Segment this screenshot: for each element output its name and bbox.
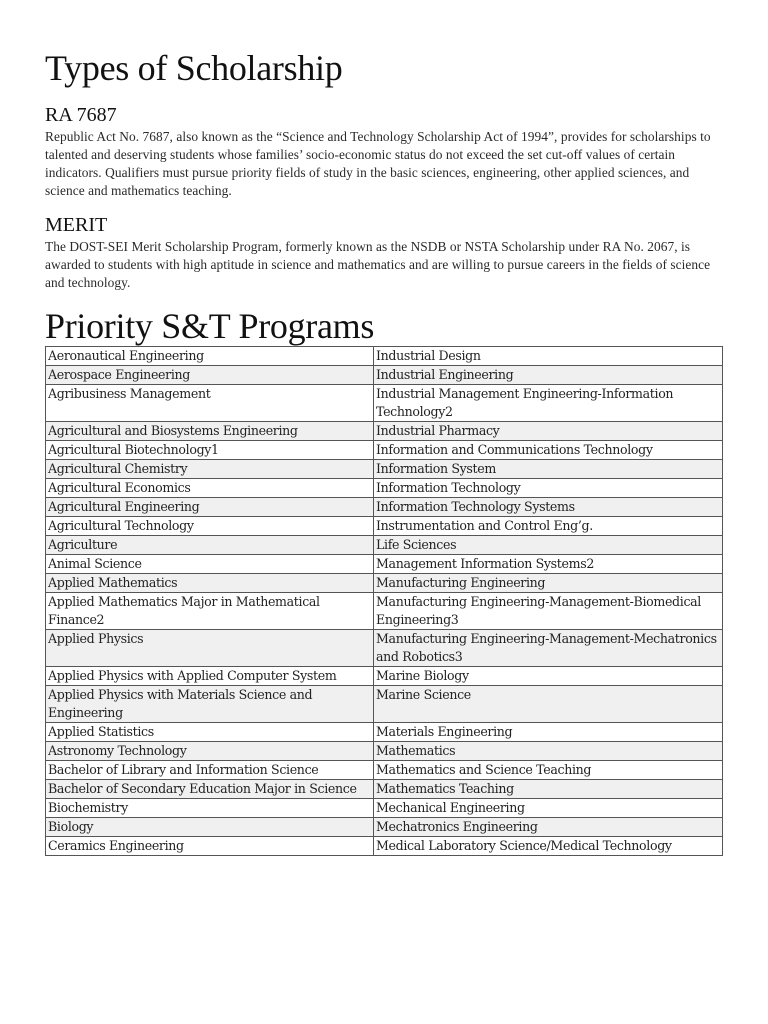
table-row bbox=[46, 460, 723, 479]
table-row bbox=[46, 498, 723, 517]
program-cell-left: Agricultural and Biosystems Engineering bbox=[46, 422, 374, 441]
table-row bbox=[46, 837, 723, 856]
table-row bbox=[46, 723, 723, 742]
page-title: Types of Scholarship bbox=[45, 48, 343, 88]
table-row bbox=[46, 818, 723, 837]
program-cell-left: Applied Physics with Materials Science and Engineering bbox=[46, 686, 374, 723]
program-cell-right: Information and Communications Technology bbox=[374, 441, 723, 460]
section-merit bbox=[45, 214, 723, 292]
program-cell-right: Information Technology Systems bbox=[374, 498, 723, 517]
programs-title: Priority S&T Programs bbox=[45, 306, 375, 346]
program-cell-right: Industrial Management Engineering-Information Technology2 bbox=[374, 385, 723, 422]
program-cell-right: Information Technology bbox=[374, 479, 723, 498]
table-row bbox=[46, 667, 723, 686]
program-cell-right: Industrial Engineering bbox=[374, 366, 723, 385]
section-heading: MERIT bbox=[45, 214, 108, 236]
program-cell-left: Agricultural Biotechnology1 bbox=[46, 441, 374, 460]
table-row bbox=[46, 593, 723, 630]
program-cell-left: Astronomy Technology bbox=[46, 742, 374, 761]
table-row bbox=[46, 555, 723, 574]
program-cell-right: Manufacturing Engineering bbox=[374, 574, 723, 593]
program-cell-left: Applied Statistics bbox=[46, 723, 374, 742]
program-cell-left: Applied Mathematics bbox=[46, 574, 374, 593]
table-row bbox=[46, 574, 723, 593]
table-row bbox=[46, 479, 723, 498]
table-row bbox=[46, 422, 723, 441]
program-cell-right: Mathematics Teaching bbox=[374, 780, 723, 799]
program-cell-left: Applied Physics bbox=[46, 630, 374, 667]
program-cell-left: Biochemistry bbox=[46, 799, 374, 818]
program-cell-left: Agricultural Economics bbox=[46, 479, 374, 498]
table-row bbox=[46, 441, 723, 460]
program-cell-left: Agricultural Engineering bbox=[46, 498, 374, 517]
program-cell-right: Life Sciences bbox=[374, 536, 723, 555]
table-row bbox=[46, 630, 723, 667]
table-row bbox=[46, 742, 723, 761]
program-cell-left: Agricultural Chemistry bbox=[46, 460, 374, 479]
programs-table bbox=[45, 346, 723, 856]
section-text: Republic Act No. 7687, also known as the “Science and Technology Scholarship Act of 1994”, provides for scholarships to talented and deserving students whose families’ socio-economic status do not exceed the set cut-off values of certain indicators. Qualifiers must pursue priority fields of study in the basic sciences, engineering, other applied sciences, and science and mathematics teaching. bbox=[45, 129, 711, 198]
program-cell-right: Medical Laboratory Science/Medical Technology bbox=[374, 837, 723, 856]
table-row bbox=[46, 366, 723, 385]
table-row bbox=[46, 385, 723, 422]
program-cell-right: Manufacturing Engineering-Management-Biomedical Engineering3 bbox=[374, 593, 723, 630]
program-cell-right: Marine Biology bbox=[374, 667, 723, 686]
program-cell-right: Information System bbox=[374, 460, 723, 479]
program-cell-left: Bachelor of Secondary Education Major in Science bbox=[46, 780, 374, 799]
program-cell-left: Biology bbox=[46, 818, 374, 837]
program-cell-right: Mechatronics Engineering bbox=[374, 818, 723, 837]
table-row bbox=[46, 517, 723, 536]
table-row bbox=[46, 347, 723, 366]
program-cell-left: Applied Mathematics Major in Mathematical Finance2 bbox=[46, 593, 374, 630]
program-cell-right: Management Information Systems2 bbox=[374, 555, 723, 574]
program-cell-left: Applied Physics with Applied Computer System bbox=[46, 667, 374, 686]
program-cell-right: Instrumentation and Control Eng’g. bbox=[374, 517, 723, 536]
section-ra7687 bbox=[45, 104, 723, 200]
program-cell-left: Agriculture bbox=[46, 536, 374, 555]
section-text: The DOST-SEI Merit Scholarship Program, formerly known as the NSDB or NSTA Scholarship under RA No. 2067, is awarded to students with high aptitude in science and mathematics and are willing to pursue careers in the fields of science and technology. bbox=[45, 239, 711, 290]
table-row bbox=[46, 536, 723, 555]
table-row bbox=[46, 686, 723, 723]
program-cell-right: Marine Science bbox=[374, 686, 723, 723]
program-cell-right: Manufacturing Engineering-Management-Mechatronics and Robotics3 bbox=[374, 630, 723, 667]
section-heading: RA 7687 bbox=[45, 104, 117, 126]
program-cell-right: Industrial Design bbox=[374, 347, 723, 366]
program-cell-right: Mathematics and Science Teaching bbox=[374, 761, 723, 780]
program-cell-left: Ceramics Engineering bbox=[46, 837, 374, 856]
table-row bbox=[46, 761, 723, 780]
program-cell-right: Materials Engineering bbox=[374, 723, 723, 742]
program-cell-right: Industrial Pharmacy bbox=[374, 422, 723, 441]
program-cell-left: Agribusiness Management bbox=[46, 385, 374, 422]
table-row bbox=[46, 799, 723, 818]
document-page bbox=[45, 48, 723, 856]
program-cell-left: Aeronautical Engineering bbox=[46, 347, 374, 366]
program-cell-left: Agricultural Technology bbox=[46, 517, 374, 536]
table-row bbox=[46, 780, 723, 799]
program-cell-left: Aerospace Engineering bbox=[46, 366, 374, 385]
program-cell-right: Mathematics bbox=[374, 742, 723, 761]
program-cell-left: Bachelor of Library and Information Science bbox=[46, 761, 374, 780]
program-cell-right: Mechanical Engineering bbox=[374, 799, 723, 818]
program-cell-left: Animal Science bbox=[46, 555, 374, 574]
